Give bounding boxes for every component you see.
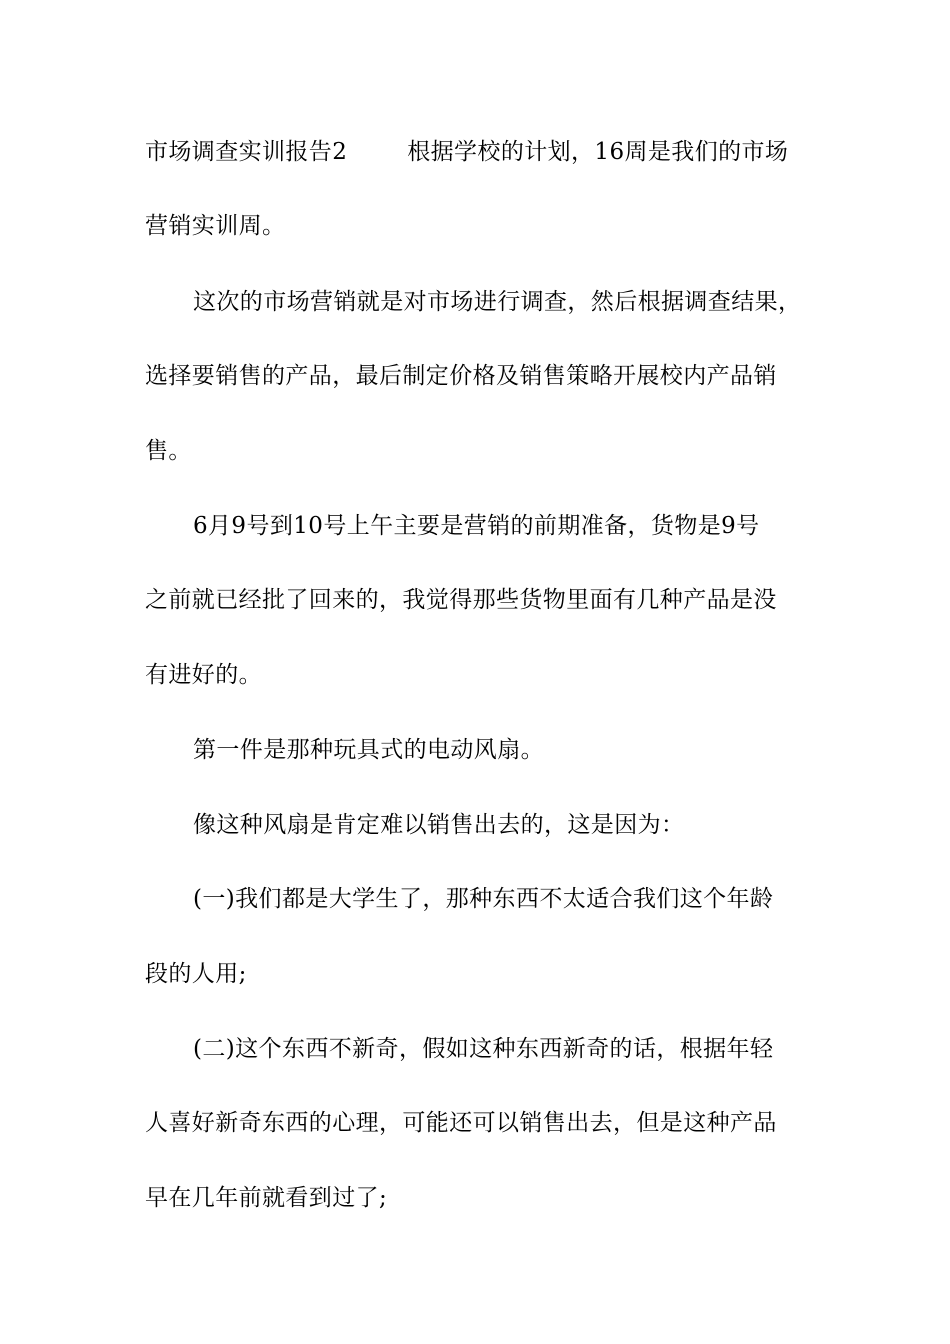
paragraph-line-11: (一)我们都是大学生了，那种东西不太适合我们这个年龄 bbox=[193, 886, 774, 912]
paragraph-line-1 bbox=[145, 137, 825, 167]
paragraph-line-15: 早在几年前就看到过了; bbox=[145, 1185, 388, 1211]
paragraph-line-3: 这次的市场营销就是对市场进行调查，然后根据调查结果， bbox=[193, 289, 802, 315]
paragraph-line-4: 选择要销售的产品，最后制定价格及销售策略开展校内产品销 bbox=[145, 363, 777, 389]
paragraph-line-13: (二)这个东西不新奇，假如这种东西新奇的话，根据年轻 bbox=[193, 1036, 774, 1062]
paragraph-line-14: 人喜好新奇东西的心理，可能还可以销售出去，但是这种产品 bbox=[145, 1110, 777, 1136]
paragraph-line-6: 6月9号到10号上午主要是营销的前期准备，货物是9号 bbox=[193, 513, 760, 539]
paragraph-line-7: 之前就已经批了回来的，我觉得那些货物里面有几种产品是没 bbox=[145, 587, 777, 613]
paragraph-text: 根据学校的计划，16周是我们的市场 bbox=[407, 139, 789, 165]
report-title: 市场调查实训报告2 bbox=[145, 139, 348, 165]
paragraph-line-2: 营销实训周。 bbox=[145, 213, 286, 239]
paragraph-line-12: 段的人用; bbox=[145, 961, 247, 987]
paragraph-line-5: 售。 bbox=[145, 438, 192, 464]
paragraph-line-9: 第一件是那种玩具式的电动风扇。 bbox=[193, 737, 544, 763]
paragraph-line-10: 像这种风扇是肯定难以销售出去的，这是因为： bbox=[193, 812, 685, 838]
paragraph-line-8: 有进好的。 bbox=[145, 662, 262, 688]
